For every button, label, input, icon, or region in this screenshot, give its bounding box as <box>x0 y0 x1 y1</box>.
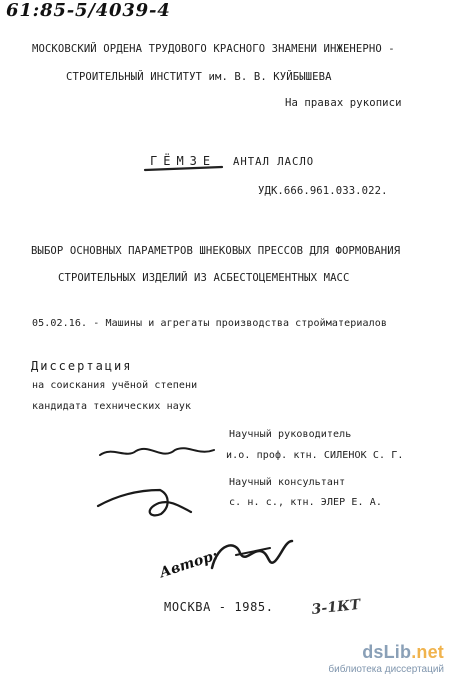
degree-line-1: на соискания учёной степени <box>32 380 198 391</box>
watermark <box>320 642 444 682</box>
consultant-name: с. н. с., ктн. ЭЛЕР Е. А. <box>229 497 383 508</box>
title-line-2: СТРОИТЕЛЬНЫХ ИЗДЕЛИЙ ИЗ АСБЕСТОЦЕМЕНТНЫХ МАСС <box>58 272 350 284</box>
author-handwritten-label: Автор: <box>157 547 220 582</box>
specialty-code: 05.02.16. - Машины и агрегаты производства стройматериалов <box>32 318 387 329</box>
title-line-1: ВЫБОР ОСНОВНЫХ ПАРАМЕТРОВ ШНЕКОВЫХ ПРЕССОВ ДЛЯ ФОРМОВАНИЯ <box>31 245 401 257</box>
supervisor-label: Научный руководитель <box>229 429 352 440</box>
degree-line-2: кандидата технических наук <box>32 401 192 412</box>
city-year: МОСКВА - 1985. <box>164 600 274 614</box>
udk-code: УДК.666.961.033.022. <box>258 185 388 197</box>
surname-underline <box>145 167 222 170</box>
rights-note: На правах рукописи <box>285 97 402 109</box>
archive-number: 61:85-5/4039-4 <box>6 0 171 21</box>
degree-label: Диссертация <box>31 359 133 373</box>
institution-line-2: СТРОИТЕЛЬНЫЙ ИНСТИТУТ им. В. В. КУЙБЫШЕВА <box>66 71 332 83</box>
page-mark: 3-1КТ <box>310 596 362 618</box>
author-signature <box>212 541 292 568</box>
watermark-caption: библиотека диссертаций <box>328 664 444 675</box>
author-name: АНТАЛ ЛАСЛО <box>233 156 315 168</box>
supervisor-name: и.о. проф. ктн. СИЛЕНОК С. Г. <box>226 450 404 461</box>
watermark-logo-main: dsLib <box>362 642 412 662</box>
supervisor-signature <box>100 448 214 455</box>
institution-line-1: МОСКОВСКИЙ ОРДЕНА ТРУДОВОГО КРАСНОГО ЗНАМЕНИ ИНЖЕНЕРНО - <box>32 43 395 55</box>
consultant-signature <box>98 490 191 515</box>
watermark-logo <box>362 642 444 663</box>
author-surname: ГЁМЗЕ <box>150 154 217 168</box>
consultant-label: Научный консультант <box>229 477 346 488</box>
watermark-logo-tld: .net <box>411 642 444 662</box>
